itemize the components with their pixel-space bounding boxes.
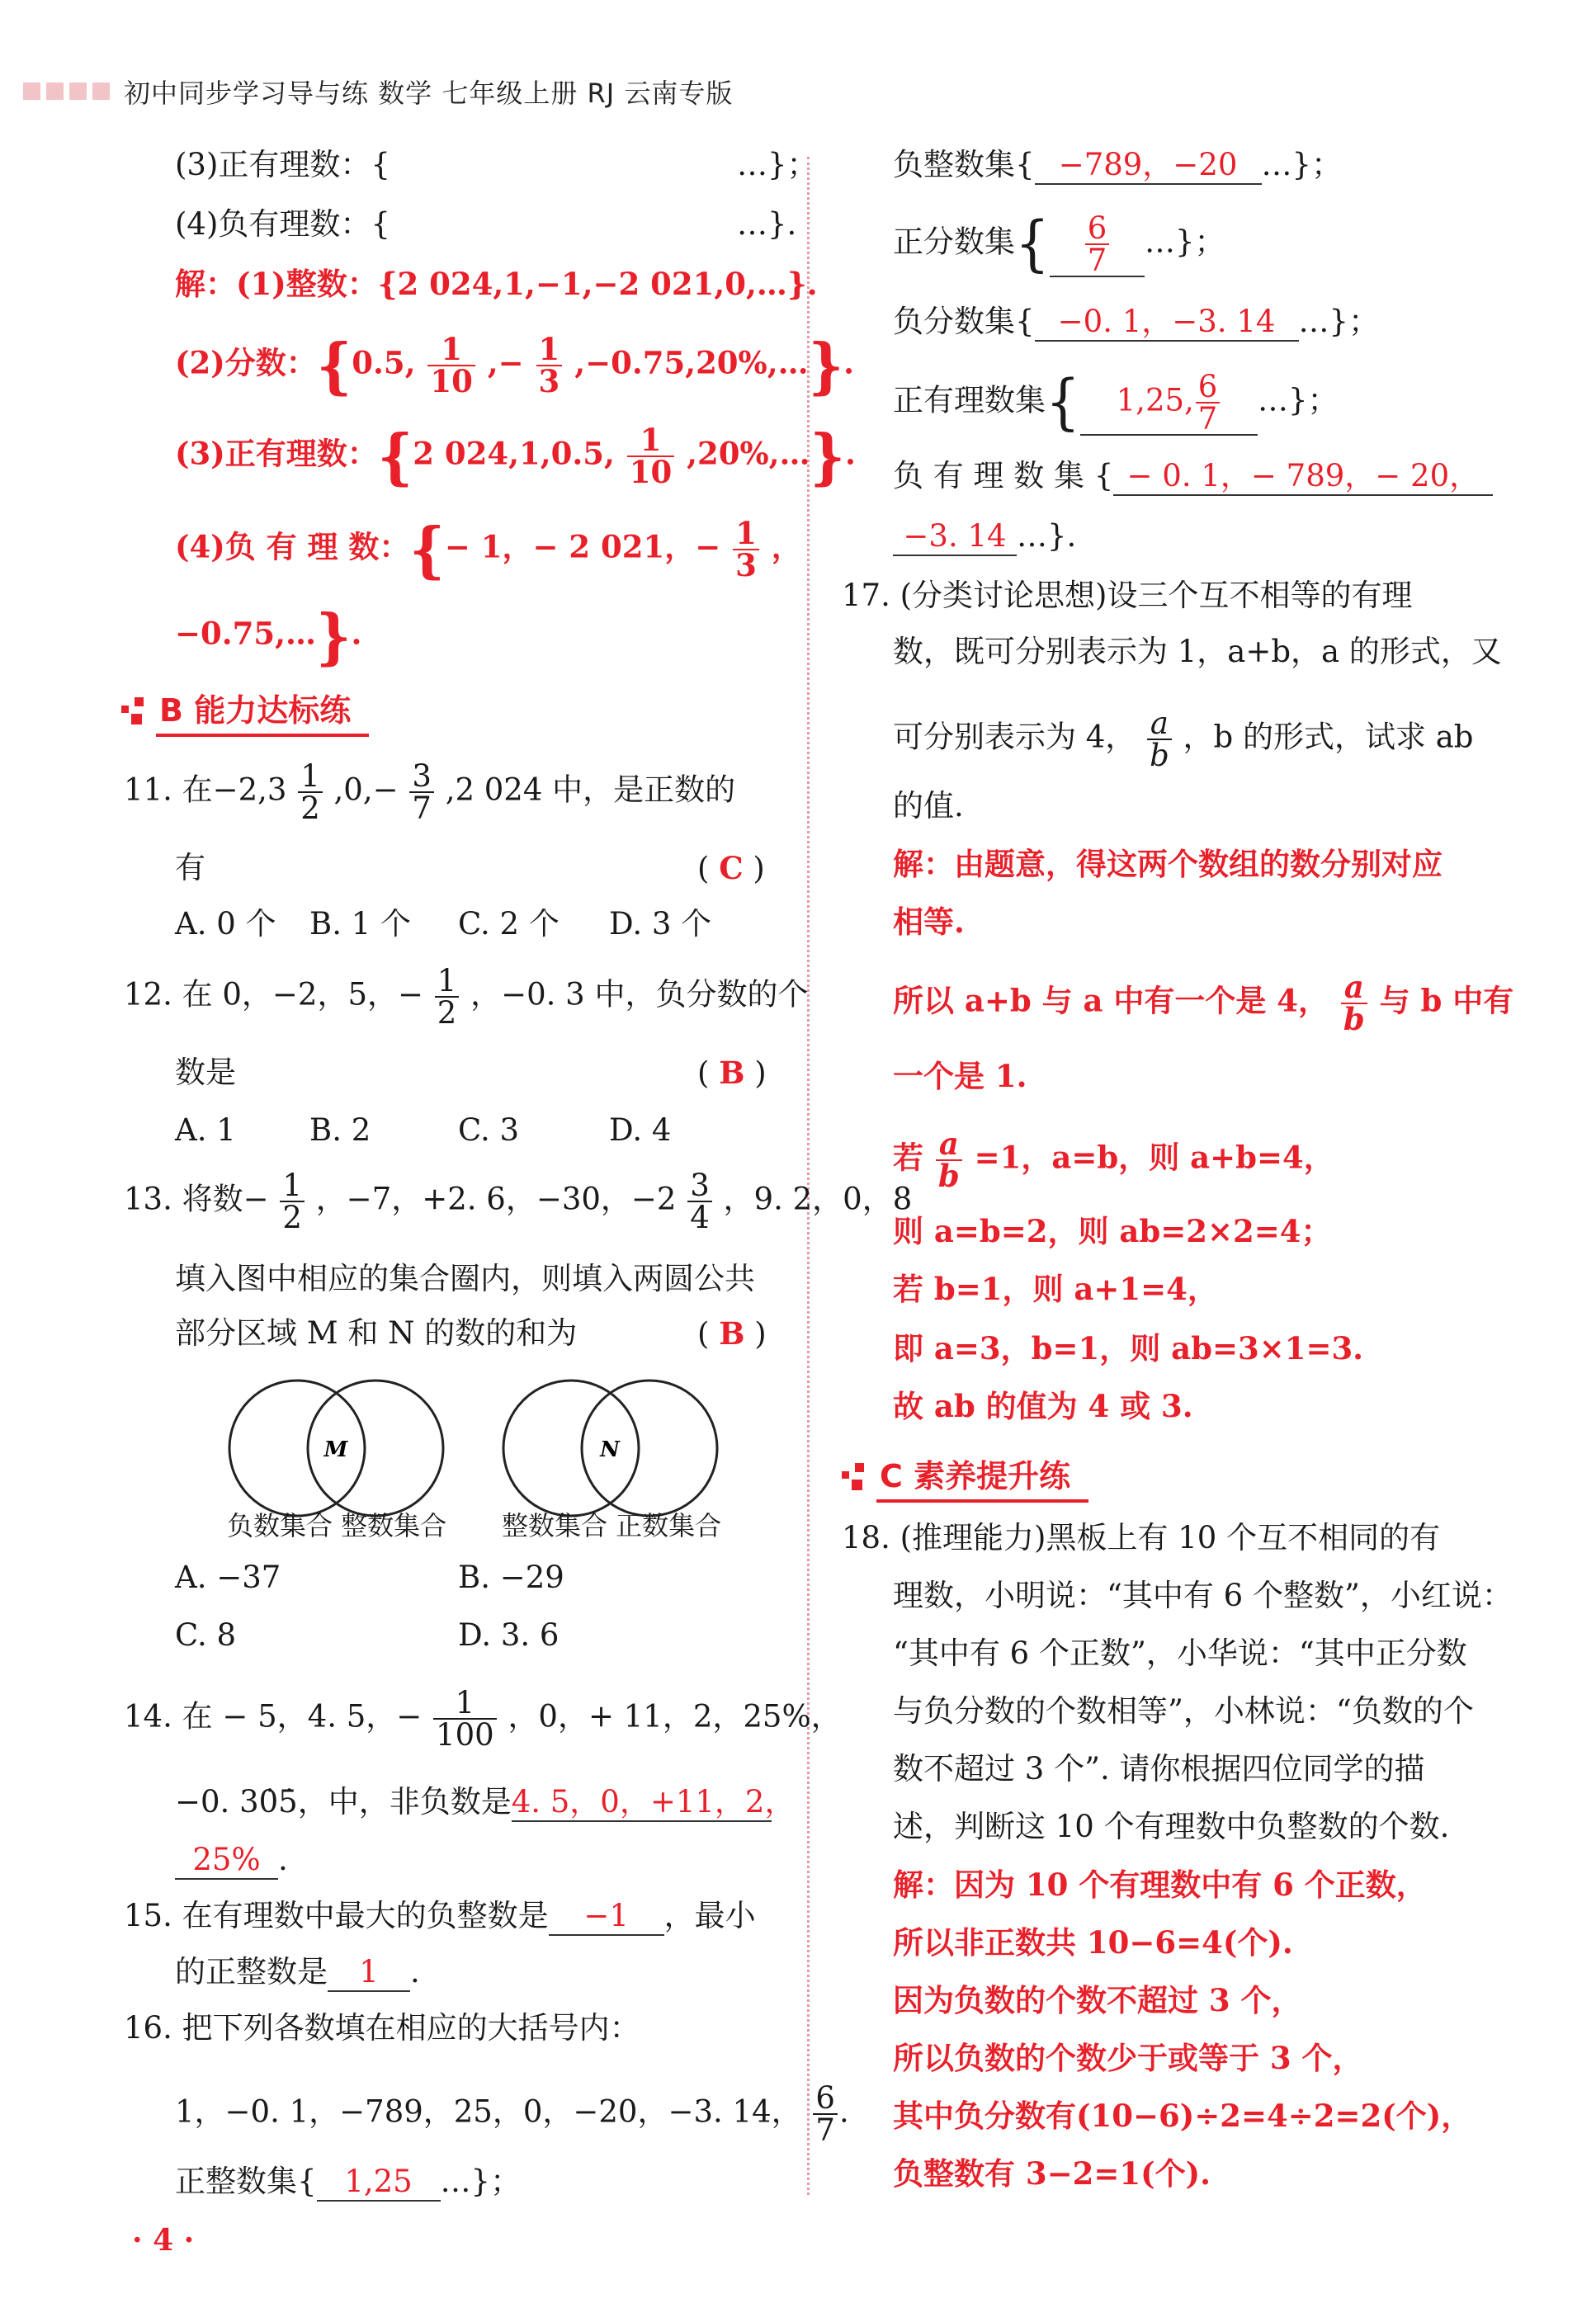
q18-solution-5: 其中负分数有(10−6)÷2=4÷2=2(个)， [893,2098,1472,2134]
q16-negative-rationals: 负 有 理 数 集 { − 0. 1，− 789，− 20， [893,458,1493,496]
q13-option-a: A. −37 [175,1560,281,1595]
q16-set1-blank[interactable]: 1,25 [317,2164,441,2202]
q10-solution-3: (3)正有理数：{2 024,1,0.5, $\frac{1}{10}$ ,20%,…}. [175,421,856,492]
q16-negative-integers: 负整数集{ −789，−20 …}； [893,147,1342,185]
q16-set6-blank[interactable]: − 0. 1，− 789，− 20， [1113,458,1493,496]
q17-stem-1: 17. (分类讨论思想)设三个互不相等的有理 [842,578,1413,613]
q14-answer-blank[interactable]: 4. 5，0，+11，2， [512,1784,772,1822]
q16-negative-rationals-cont: −3. 14 …}. [893,518,1076,556]
q13-option-b: B. −29 [458,1560,564,1595]
header-title: 初中同步学习导与练 数学 七年级上册 RJ 云南专版 [124,78,734,109]
q18-solution-6: 负整数有 3−2=1(个). [893,2155,1211,2192]
q16-positive-integers: 正整数集{ 1,25 …}； [175,2164,521,2202]
q16-positive-rationals: 正有理数集{ 1,25, $\frac{6}{7}$ …}； [893,367,1339,437]
q17-solution-1: 解：由题意，得这两个数组的数分别对应 [893,846,1443,882]
section-c-heading [840,1451,1088,1503]
q16-set5-blank[interactable]: 1,25, $\frac{6}{7}$ [1080,371,1258,436]
q11-answer: ( C ) [697,850,765,886]
q10-solution-4-cont: −0.75,…}. [175,601,362,672]
q10-solution-4: (4)负 有 理 数：{− 1，− 2 021，− $\frac{1}{3}$ ， [175,514,802,585]
q18-stem-4: 与负分数的个数相等”，小林说：“负数的个 [893,1693,1474,1729]
q18-solution-1: 解：因为 10 个有理数中有 6 个正数， [893,1867,1427,1903]
q12-option-d: D. 4 [609,1112,672,1148]
page-number: · 4 · [132,2223,195,2258]
q16-numbers: 1，−0. 1，−789，25，0，−20，−3. 14， $\frac{6}{7}$ . [175,2080,849,2148]
q13-stem: 13. 将数− $\frac{1}{2}$ ，−7，+2. 6，−30，−2 $\frac{3}{4}$ ，9. 2，0，8 [124,1168,913,1235]
q17-solution-9: 故 ab 的值为 4 或 3. [893,1388,1193,1424]
q17-stem-4: 的值. [893,788,964,824]
section-b-title: B 能力达标练 [156,685,369,737]
q16-set6-blank-2[interactable]: −3. 14 [893,518,1017,556]
q11-stem-cont: 有 [175,850,205,885]
q15-answer-blank-2[interactable]: 1 [328,1954,410,1992]
q15-answer-blank-1[interactable]: −1 [549,1898,664,1936]
q16-set2-blank[interactable]: −789，−20 [1035,147,1262,185]
q18-stem-5: 数不超过 3 个”. 请你根据四位同学的描 [893,1751,1425,1786]
q16-stem: 16. 把下列各数填在相应的大括号内： [124,2010,640,2046]
q10-solution-1: 解：(1)整数：{2 024,1,−1,−2 021,0,…}. [175,266,818,302]
venn-n-label: N [600,1437,620,1462]
q11-stem: 11. 在−2,3 $\frac{1}{2}$ ,0,− $\frac{3}{7}$ ,2 024 中，是正数的 [124,758,736,826]
q16-negative-fractions: 负分数集{ −0. 1，−3. 14 …}； [893,304,1379,342]
section-b-heading [120,685,369,737]
q15-stem: 15. 在有理数中最大的负整数是 −1 ，最小 [124,1898,756,1936]
q13-option-d: D. 3. 6 [458,1617,560,1653]
q17-stem-2: 数，既可分别表示为 1，a+b，a 的形式，又 [893,634,1502,669]
q14-stem-cont: −0. 3. 0. 5，中，非负数是4. 5，0，+11，2， [175,1784,772,1822]
header-decoration [23,83,110,100]
q16-set4-blank[interactable]: −0. 1，−3. 14 [1035,304,1299,342]
venn-diagram-m [223,1374,454,1522]
venn2-caption: 整数集合 正数集合 [502,1510,722,1541]
q17-solution-5: 若 $\frac{a}{b}$ =1，a=b，则 a+b=4， [893,1126,1334,1194]
q17-solution-6: 则 a=b=2，则 ab=2×2=4； [893,1213,1332,1249]
q18-solution-3: 因为负数的个数不超过 3 个， [893,1982,1302,2018]
q14-answer-cont: 25% . [175,1842,288,1880]
q12-stem-cont: 数是 [175,1055,236,1090]
q17-solution-4: 一个是 1. [893,1058,1027,1094]
q14-stem: 14. 在 − 5，4. 5，− $\frac{1}{100}$ ，0，+ 11，2，25%， [124,1685,842,1753]
q18-stem-6: 述，判断这 10 个有理数中负整数的个数. [893,1809,1450,1844]
q13-stem-line2: 填入图中相应的集合圈内，则填入两圆公共 [175,1261,755,1296]
q18-solution-4: 所以负数的个数少于或等于 3 个， [893,2040,1363,2076]
q11-option-c: C. 2 个 [458,906,560,942]
q17-solution-7: 若 b=1，则 a+1=4， [893,1271,1218,1307]
q11-option-a: A. 0 个 [175,906,276,942]
q16-positive-fractions: 正分数集{ $\frac{6}{7}$ …}； [893,209,1225,279]
q10-part3: (3)正有理数：{ …}； [175,147,818,182]
q18-solution-2: 所以非正数共 10−6=4(个). [893,1924,1293,1961]
section-c-title: C 素养提升练 [876,1451,1088,1503]
q12-stem: 12. 在 0，−2，5，− $\frac{1}{2}$ ，−0. 3 中，负分数的个 [124,963,809,1031]
q18-stem-1: 18. (推理能力)黑板上有 10 个互不相同的有 [842,1520,1441,1555]
q12-answer: ( B ) [697,1055,767,1091]
q12-option-c: C. 3 [458,1112,520,1148]
section-dots-icon [840,1463,868,1491]
q10-solution-2: (2)分数：{0.5, $\frac{1}{10}$ ,− $\frac{1}{3}$ ,−0.75,20%,…}. [175,330,854,401]
q13-answer: ( B ) [697,1315,767,1352]
q14-answer-blank-2[interactable]: 25% [175,1842,278,1880]
section-dots-icon [120,697,148,725]
q10-part4: (4)负有理数：{ …}. [175,206,797,242]
q11-option-d: D. 3 个 [609,906,712,942]
q18-stem-3: “其中有 6 个正数”，小华说：“其中正分数 [893,1635,1467,1671]
q17-solution-8: 即 a=3，b=1，则 ab=3×1=3. [893,1330,1364,1366]
q11-option-b: B. 1 个 [309,906,412,942]
q15-stem-cont: 的正整数是 1 . [175,1954,420,1992]
q13-option-c: C. 8 [175,1617,237,1653]
venn1-caption: 负数集合 整数集合 [227,1510,447,1541]
venn-diagram-n [497,1374,728,1522]
q17-solution-3: 所以 a+b 与 a 中有一个是 4， $\frac{a}{b}$ 与 b 中有 [893,969,1514,1037]
q18-stem-2: 理数，小明说：“其中有 6 个整数”，小红说： [893,1578,1513,1613]
q17-solution-2: 相等. [893,904,965,940]
q16-set3-blank[interactable]: $\frac{6}{7}$ [1050,213,1145,277]
q17-stem-3: 可分别表示为 4， $\frac{a}{b}$ ，b 的形式，试求 ab [893,706,1474,773]
q12-option-a: A. 1 [175,1112,236,1148]
q13-stem-line3: 部分区域 M 和 N 的数的和为 [175,1315,578,1351]
venn-m-label: M [323,1437,348,1462]
q12-option-b: B. 2 [309,1112,371,1148]
